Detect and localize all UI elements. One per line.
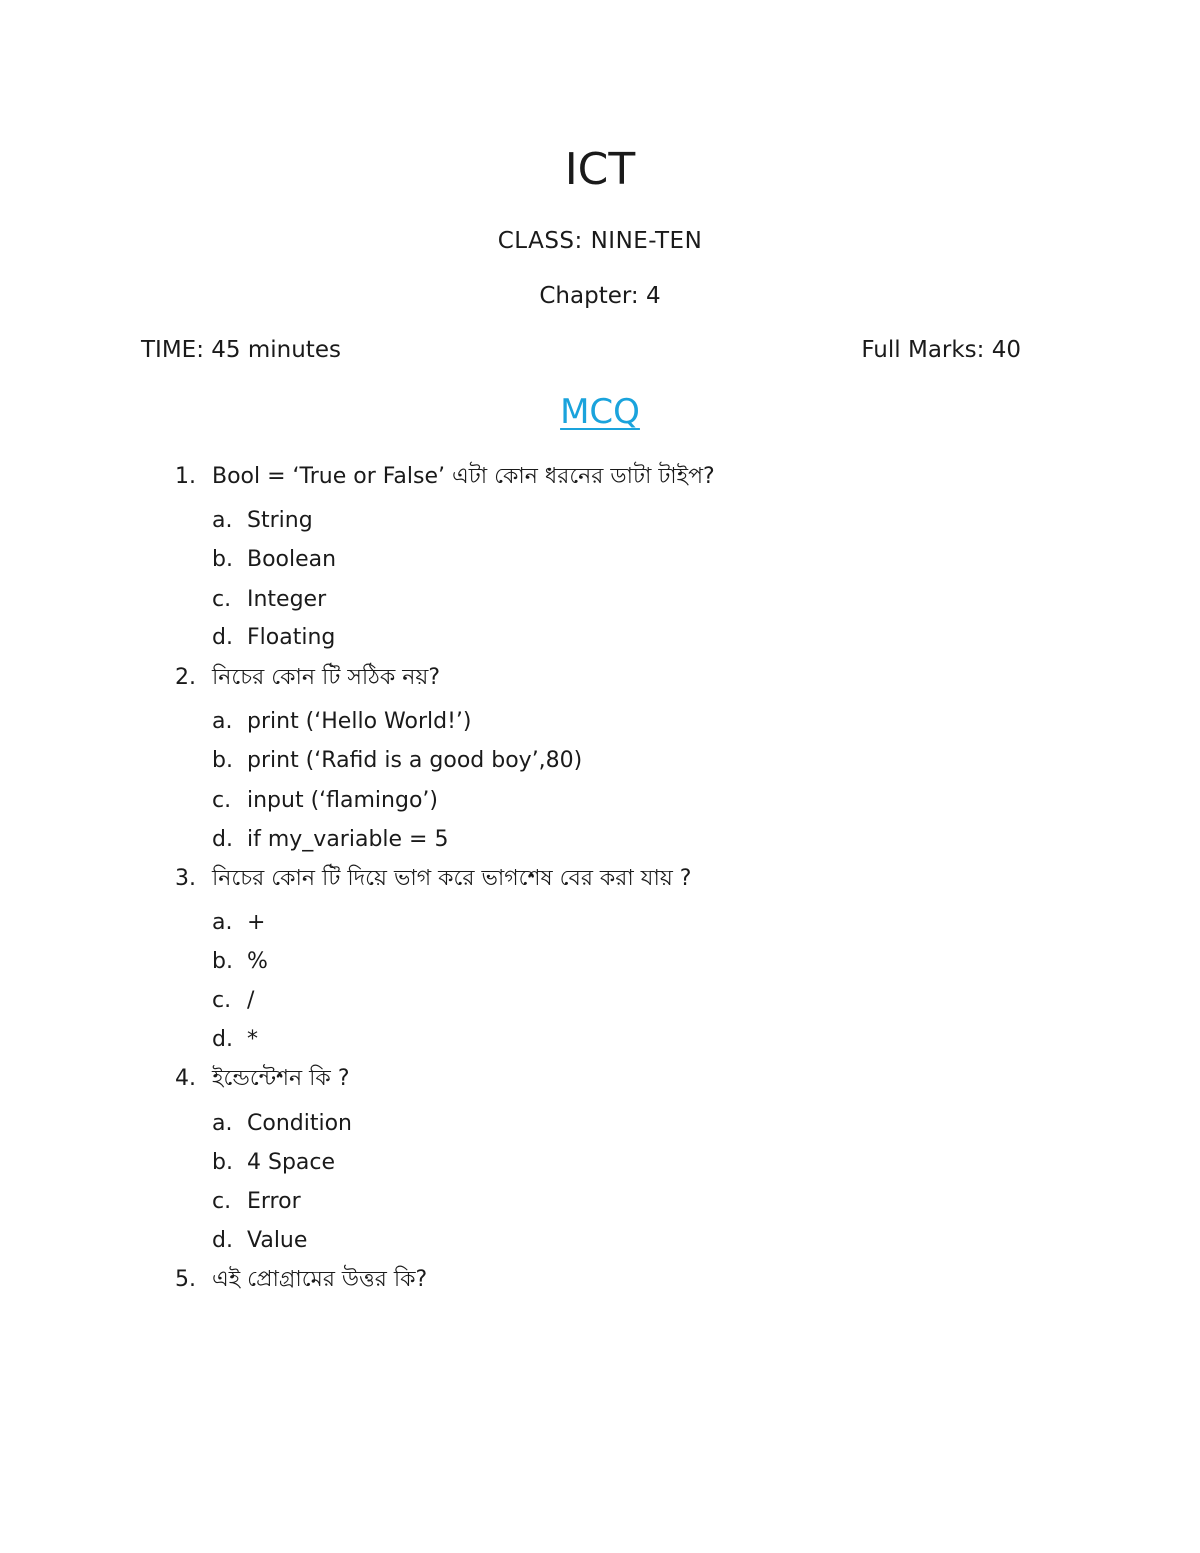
option-letter: c.	[212, 988, 232, 1013]
option-4c	[212, 1187, 301, 1217]
page-title: ICT	[564, 144, 636, 195]
question-2	[175, 663, 440, 693]
option-letter: c.	[212, 1189, 232, 1214]
option-text: Integer	[247, 587, 327, 612]
option-2b	[212, 746, 582, 776]
option-3d	[212, 1025, 258, 1055]
question-3	[175, 864, 691, 894]
option-text: print (‘Rafid is a good boy’,80)	[247, 748, 583, 773]
option-text: print (‘Hello World!’)	[247, 709, 472, 734]
option-letter: a.	[212, 709, 233, 734]
option-text: Floating	[247, 625, 336, 650]
option-letter: b.	[212, 748, 233, 773]
question-number: 5.	[175, 1267, 196, 1292]
question-text: Bool = ‘True or False’ এটা কোন ধরনের ডাটা টাইপ?	[212, 464, 715, 489]
option-text: Boolean	[247, 547, 337, 572]
option-letter: a.	[212, 1111, 233, 1136]
question-text: নিচের কোন টি সঠিক নয়?	[212, 665, 441, 690]
option-text: 4 Space	[247, 1150, 336, 1175]
question-text: এই প্রোগ্রামের উত্তর কি?	[212, 1267, 428, 1292]
option-letter: c.	[212, 587, 232, 612]
option-letter: c.	[212, 788, 232, 813]
question-number: 4.	[175, 1066, 196, 1091]
option-2d	[212, 825, 448, 855]
question-5	[175, 1265, 427, 1295]
exam-full-marks: Full Marks: 40	[861, 337, 1021, 363]
exam-meta-row	[141, 335, 1021, 367]
question-1	[175, 462, 715, 492]
option-2a	[212, 707, 471, 737]
option-text: input (‘flamingo’)	[247, 788, 438, 813]
question-4	[175, 1064, 350, 1094]
option-letter: d.	[212, 1228, 233, 1253]
chapter-line: Chapter: 4	[539, 283, 661, 309]
option-letter: a.	[212, 508, 233, 533]
section-heading-mcq: MCQ	[560, 392, 640, 432]
class-line: CLASS: NINE-TEN	[497, 228, 703, 254]
option-3b	[212, 947, 268, 977]
option-4d	[212, 1226, 307, 1256]
option-letter: a.	[212, 910, 233, 935]
option-text: Value	[247, 1228, 308, 1253]
option-3c	[212, 986, 254, 1016]
option-text: *	[247, 1027, 258, 1052]
option-1d	[212, 623, 335, 653]
option-text: /	[247, 988, 255, 1013]
exam-time: TIME: 45 minutes	[141, 337, 341, 363]
option-letter: d.	[212, 827, 233, 852]
option-letter: b.	[212, 1150, 233, 1175]
option-2c	[212, 786, 438, 816]
question-number: 1.	[175, 464, 196, 489]
question-text: নিচের কোন টি দিয়ে ভাগ করে ভাগশেষ বের করা যায় ?	[212, 866, 692, 891]
option-4a	[212, 1109, 352, 1139]
option-text: %	[247, 949, 268, 974]
option-1b	[212, 545, 336, 575]
option-text: String	[247, 508, 313, 533]
option-3a	[212, 908, 265, 938]
option-letter: d.	[212, 625, 233, 650]
question-number: 3.	[175, 866, 196, 891]
option-1a	[212, 506, 313, 536]
option-1c	[212, 585, 326, 615]
option-letter: d.	[212, 1027, 233, 1052]
option-text: Error	[247, 1189, 301, 1214]
option-letter: b.	[212, 949, 233, 974]
option-text: Condition	[247, 1111, 352, 1136]
option-text: +	[247, 910, 266, 935]
question-number: 2.	[175, 665, 196, 690]
option-4b	[212, 1148, 335, 1178]
question-text: ইন্ডেন্টেশন কি ?	[212, 1066, 350, 1091]
option-text: if my_variable = 5	[247, 827, 449, 852]
option-letter: b.	[212, 547, 233, 572]
